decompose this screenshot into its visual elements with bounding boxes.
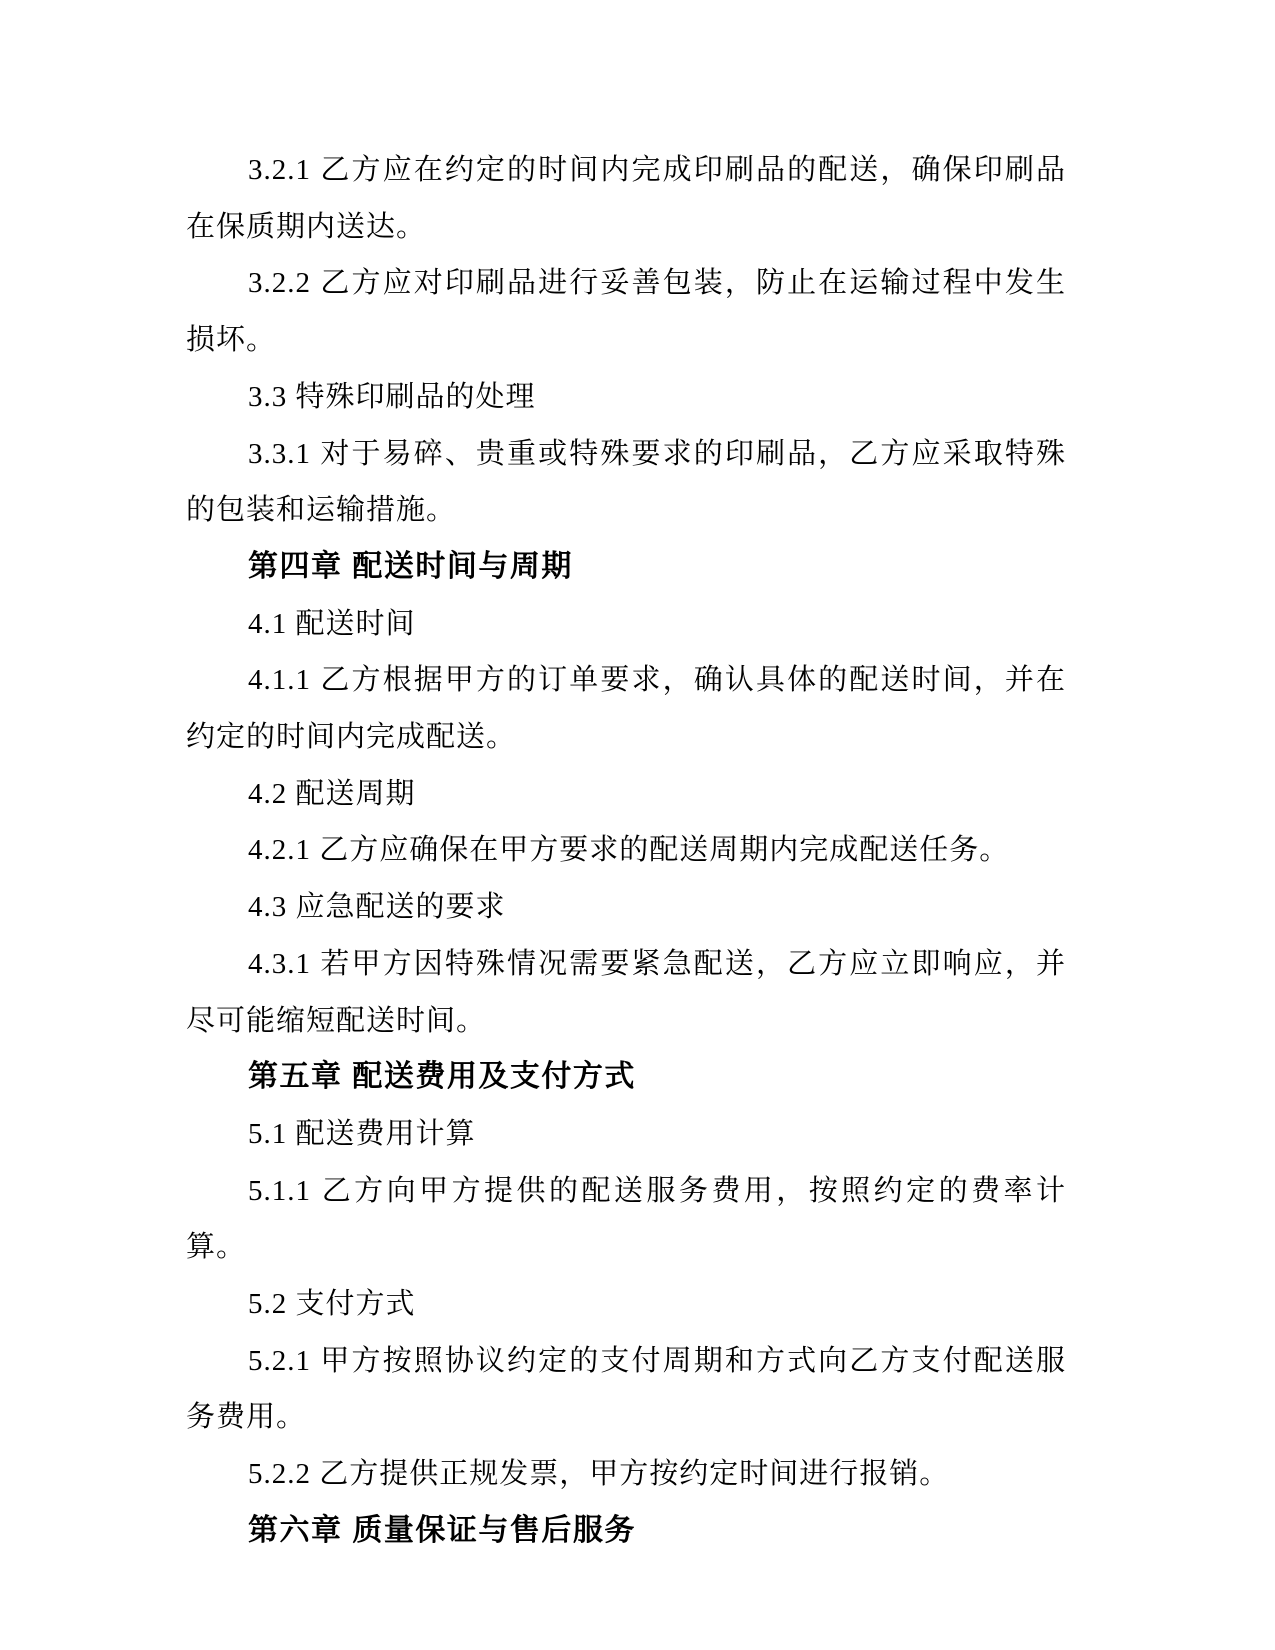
- chapter-heading: 第五章 配送费用及支付方式: [248, 1060, 636, 1094]
- paragraph: 3.3.1 对于易碎、贵重或特殊要求的印刷品，乙方应采取特殊的包装和运输措施。: [186, 437, 1066, 527]
- paragraph: 4.2.1 乙方应确保在甲方要求的配送周期内完成配送任务。: [248, 834, 1010, 867]
- document-content: [186, 142, 1066, 1560]
- paragraph: 5.1.1 乙方向甲方提供的配送服务费用，按照约定的费率计算。: [186, 1174, 1066, 1264]
- chapter-heading: 第六章 质量保证与售后服务: [248, 1513, 636, 1547]
- paragraph: 5.2 支付方式: [248, 1288, 416, 1321]
- paragraph: 3.2.2 乙方应对印刷品进行妥善包装，防止在运输过程中发生损坏。: [186, 267, 1066, 357]
- chapter-heading: 第四章 配送时间与周期: [248, 549, 573, 583]
- paragraph: 4.3 应急配送的要求: [248, 891, 506, 924]
- paragraph: 4.2 配送周期: [248, 777, 416, 810]
- paragraph: 5.1 配送费用计算: [248, 1117, 476, 1150]
- paragraph: 4.1.1 乙方根据甲方的订单要求，确认具体的配送时间，并在约定的时间内完成配送。: [186, 664, 1066, 754]
- paragraph: 5.2.2 乙方提供正规发票，甲方按约定时间进行报销。: [248, 1458, 950, 1491]
- paragraph: 3.3 特殊印刷品的处理: [248, 380, 536, 413]
- paragraph: 4.1 配送时间: [248, 607, 416, 640]
- paragraph: 4.3.1 若甲方因特殊情况需要紧急配送，乙方应立即响应，并尽可能缩短配送时间。: [186, 947, 1066, 1037]
- paragraph: 3.2.1 乙方应在约定的时间内完成印刷品的配送，确保印刷品在保质期内送达。: [186, 154, 1066, 243]
- paragraph: 5.2.1 甲方按照协议约定的支付周期和方式向乙方支付配送服务费用。: [186, 1344, 1066, 1434]
